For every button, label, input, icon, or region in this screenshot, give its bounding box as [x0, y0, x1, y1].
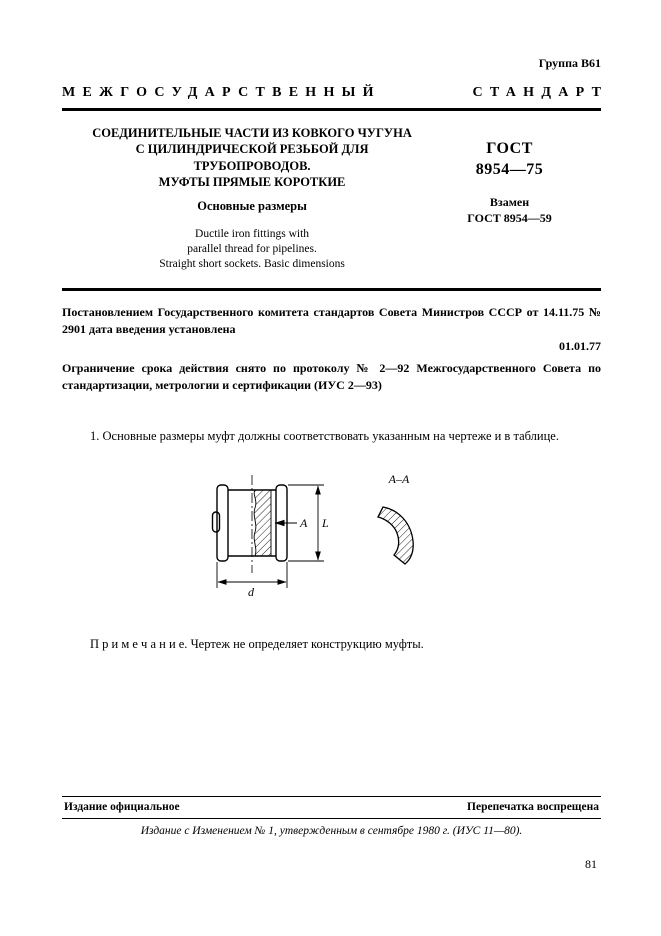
group-label: Группа В61 — [538, 56, 601, 70]
replaces-value: ГОСТ 8954—59 — [467, 210, 552, 225]
header-word-left: МЕЖГОСУДАРСТВЕННЫЙ — [62, 85, 381, 100]
note-label: П р и м е ч а н и е. — [90, 636, 188, 651]
technical-drawing — [62, 467, 601, 617]
dimension-L-label: L — [321, 515, 329, 530]
introduction-date: 01.01.77 — [559, 339, 601, 354]
decree-paragraph: Постановлением Государственного комитета стандартов Совета Министров СССР от 14.11.75 № 2901 дата введения установлена — [62, 304, 601, 336]
section-view-a-a — [378, 472, 413, 564]
replaces-block — [418, 194, 601, 226]
replaces-label: Взамен — [489, 194, 530, 209]
english-line-3: Straight short sockets. Basic dimensions — [159, 257, 345, 270]
title-block — [62, 123, 601, 272]
footer-rule-bottom — [62, 818, 601, 819]
english-line-1: Ductile iron fittings with — [195, 228, 310, 240]
section-profile-hatch — [378, 507, 413, 564]
gost-label: ГОСТ — [486, 140, 533, 157]
title-line-3: МУФТЫ ПРЯМЫЕ КОРОТКИЕ — [158, 174, 346, 189]
standard-header — [62, 85, 609, 111]
dimension-d-label: d — [247, 584, 254, 599]
subtitle: Основные размеры — [197, 199, 307, 213]
cutting-plane-arrow — [275, 516, 308, 530]
cutting-plane-label: А — [299, 515, 307, 530]
footer-row — [62, 797, 601, 818]
title-line-2: С ЦИЛИНДРИЧЕСКОЙ РЕЗЬБОЙ ДЛЯ ТРУБОПРОВОДОВ. — [135, 142, 369, 173]
coupling-drawing-svg — [187, 467, 477, 617]
clause-1-text: 1. Основные размеры муфт должны соответствовать указанным на чертеже и в таблице. — [90, 429, 559, 443]
english-line-2: parallel thread for pipelines. — [187, 242, 317, 255]
limitation-paragraph: Ограничение срока действия снято по протоколу № 2—92 Межгосударственного Совета по стандартизации, метрологии и сертификации (ИУС 2—93) — [62, 361, 601, 393]
broken-out-section-hatch — [254, 490, 271, 556]
gost-number: 8954—75 — [475, 160, 544, 178]
note-line — [62, 637, 601, 652]
title-right-column — [418, 123, 601, 272]
edition-note: Издание с Изменением № 1, утвержденным в сентябре 1980 г. (ИУС 11—80). — [140, 825, 523, 837]
title-left-column — [62, 123, 418, 272]
page-number: 81 — [585, 857, 597, 871]
empty-space — [62, 652, 601, 796]
title-line-1: СОЕДИНИТЕЛЬНЫЕ ЧАСТИ ИЗ КОВКОГО ЧУГУНА — [92, 126, 412, 140]
english-title — [92, 227, 412, 272]
horizontal-rule-thick — [62, 288, 601, 291]
reprint-prohibited-label: Перепечатка воспрещена — [467, 801, 599, 813]
casting-rib — [212, 512, 219, 532]
note-text: Чертеж не определяет конструкцию муфты. — [190, 636, 424, 651]
coupling-left-wall — [217, 485, 228, 561]
section-view-label: А–А — [388, 471, 409, 486]
official-edition-label: Издание официальное — [64, 801, 180, 813]
header-word-right: СТАНДАРТ — [472, 85, 609, 100]
